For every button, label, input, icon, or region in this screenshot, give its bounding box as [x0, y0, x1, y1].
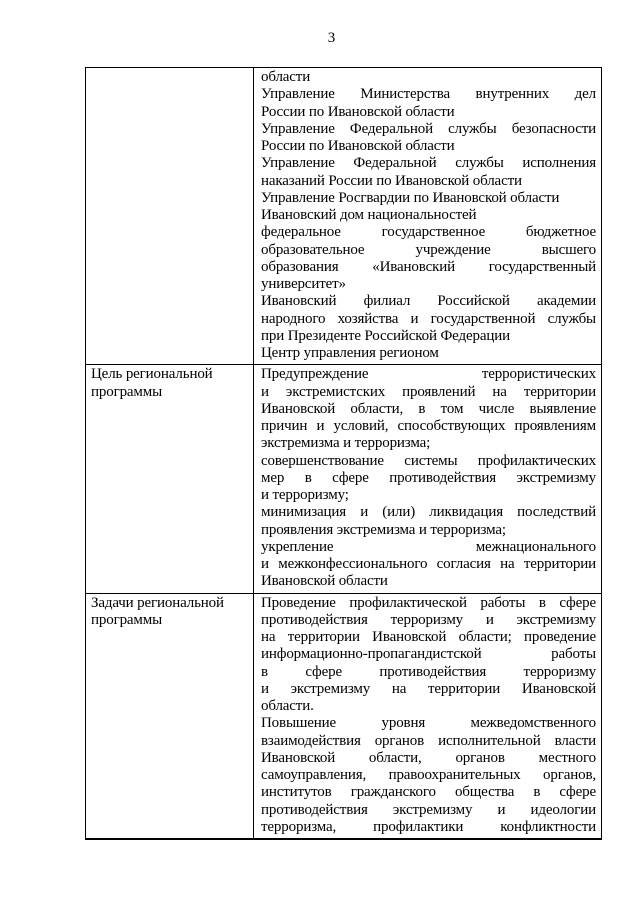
text-line: Управление Министерства внутренних дел — [261, 86, 596, 103]
text-line: самоуправления, правоохранительных органов, — [261, 767, 596, 783]
text-line: программы — [91, 611, 163, 628]
text-line: России по Ивановской области — [261, 103, 455, 120]
text-line: мер в сфере противодействия экстремизму — [261, 469, 596, 486]
text-line: информационно-пропагандистской работы — [261, 646, 596, 663]
text-line: Повышение уровня межведомственного — [261, 715, 596, 732]
text-line: при Президенте Российской Федерации — [261, 327, 510, 344]
text-line: институтов гражданского общества в сфере — [261, 784, 596, 801]
text-line: Проведение профилактической работы в сфере — [261, 594, 596, 611]
table-row — [86, 365, 602, 593]
row-label-cell — [86, 68, 254, 365]
table-row — [86, 68, 602, 365]
text-line: взаимодействия органов исполнительной власти — [261, 732, 596, 749]
text-line: и экстремистских проявлений на территории — [261, 383, 596, 400]
text-line: минимизация и (или) ликвидация последствий — [261, 504, 596, 521]
text-line: образовательное учреждение высшего — [261, 241, 596, 258]
text-line: народного хозяйства и государственной службы — [261, 310, 596, 327]
program-passport-table — [85, 67, 602, 840]
text-line: совершенствование системы профилактических — [261, 452, 596, 469]
text-line: Ивановской области, в том числе выявление — [261, 400, 596, 417]
text-line: и терроризму; — [261, 487, 349, 503]
text-line: терроризма, профилактики конфликтности — [261, 818, 596, 835]
text-line: укрепление межнационального — [261, 538, 596, 555]
row-label-cell — [86, 593, 254, 839]
text-line: области — [261, 69, 311, 85]
row-content-cell — [254, 593, 602, 839]
text-line: образования «Ивановский государственный — [261, 258, 596, 275]
text-line: Ивановской области — [261, 573, 388, 590]
row-content-cell — [254, 365, 602, 593]
text-line: и межконфессионального согласия на территории — [261, 556, 596, 572]
table-row — [86, 593, 602, 839]
text-line: Цель региональной — [91, 366, 213, 383]
text-line: экстремизма и терроризма; — [261, 435, 431, 452]
text-line: программы — [91, 383, 163, 400]
text-line: и экстремизму на территории Ивановской — [261, 680, 596, 697]
text-line: Ивановский филиал Российской академии — [261, 293, 596, 310]
row-label-cell — [86, 365, 254, 593]
text-line: федеральное государственное бюджетное — [261, 224, 596, 241]
text-line: проявления экстремизма и терроризма; — [261, 521, 506, 538]
text-line: Управление Федеральной службы исполнения — [261, 155, 596, 172]
text-line: Ивановский дом национальностей — [261, 207, 477, 223]
row-content-cell — [254, 68, 602, 365]
text-line: университет» — [261, 276, 346, 292]
text-line: противодействия терроризму и экстремизму — [261, 611, 596, 628]
table-body — [86, 68, 602, 840]
text-line: Управление Росгвардии по Ивановской области — [261, 189, 560, 206]
text-line: наказаний России по Ивановской области — [261, 172, 522, 189]
text-line: Управление Федеральной службы безопасности — [261, 120, 596, 137]
text-line: на территории Ивановской области; проведение — [261, 629, 596, 645]
page-number: 3 — [327, 30, 336, 46]
text-line: Предупреждение террористических — [261, 366, 596, 383]
text-line: России по Ивановской области — [261, 138, 455, 154]
text-line: Центр управления регионом — [261, 345, 439, 361]
text-line: противодействия экстремизму и идеологии — [261, 801, 596, 818]
text-line: Ивановской области, органов местного — [261, 749, 596, 766]
text-line: Задачи региональной — [91, 594, 224, 611]
text-line: области. — [261, 698, 314, 714]
text-line: причин и условий, способствующих проявлениям — [261, 418, 596, 434]
text-line: в сфере противодействия терроризму — [261, 663, 596, 680]
